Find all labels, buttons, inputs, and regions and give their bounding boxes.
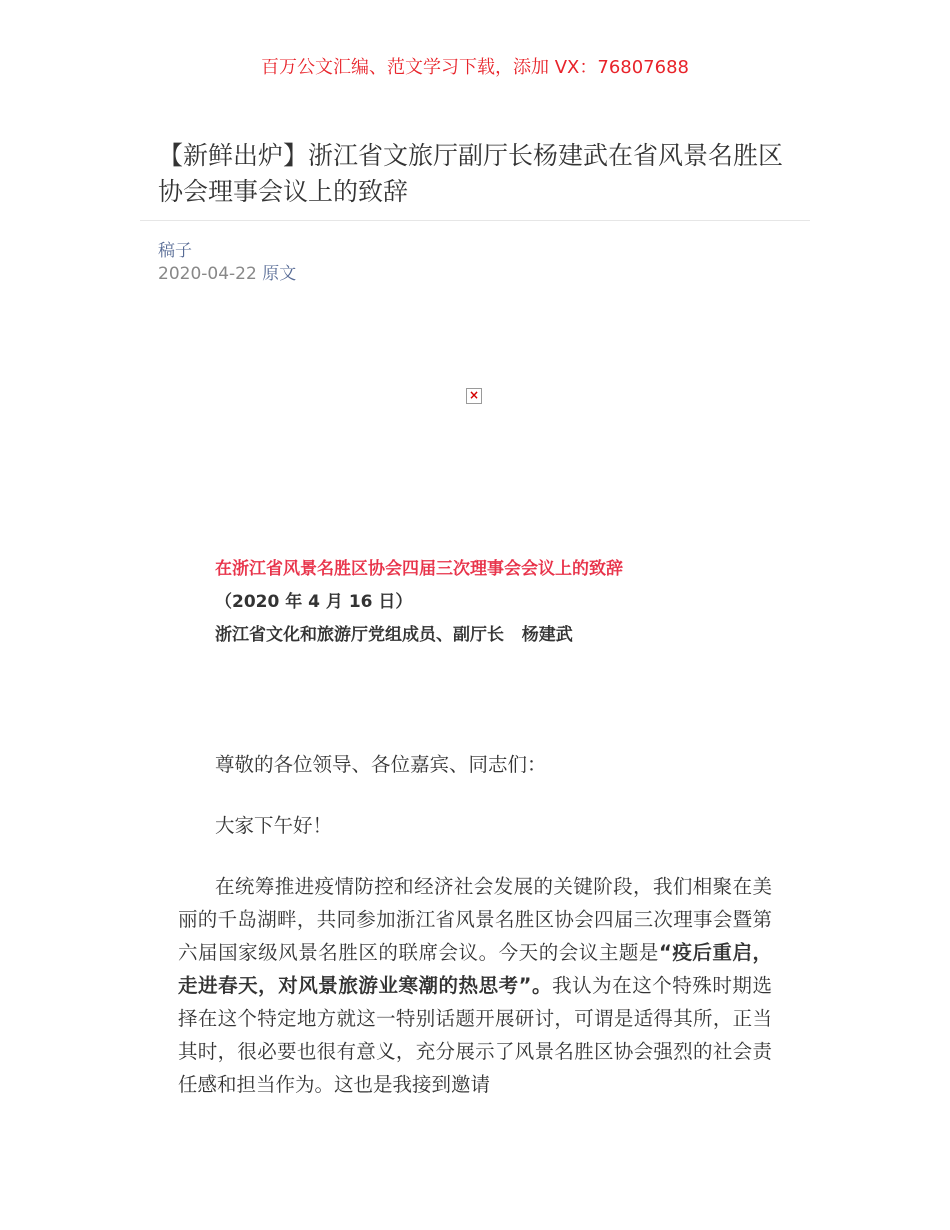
greeting-paragraph: 尊敬的各位领导、各位嘉宾、同志们： [215, 753, 547, 776]
article-title: 【新鲜出炉】浙江省文旅厅副厅长杨建武在省风景名胜区协会理事会议上的致辞 [158, 141, 784, 206]
title-divider [140, 220, 810, 221]
body-paragraph [178, 870, 772, 1101]
source-link[interactable]: 原文 [262, 264, 297, 284]
author-link[interactable]: 稿子 [158, 241, 192, 261]
hello-paragraph: 大家下午好！ [215, 814, 333, 837]
article-meta [158, 263, 296, 285]
speech-title: 在浙江省风景名胜区协会四届三次理事会会议上的致辞 [215, 559, 623, 579]
meeting-theme: “疫后重启，走进春天，对风景旅游业寒潮的热思考”。 [178, 941, 772, 997]
speech-speaker: 浙江省文化和旅游厅党组成员、副厅长 杨建武 [215, 625, 573, 645]
publish-date: 2020-04-22 [158, 264, 257, 284]
body-text-before: 在统筹推进疫情防控和经济社会发展的关键阶段，我们相聚在美丽的千岛湖畔，共同参加浙江省风景名胜区协会四届三次理事会暨第六届国家级风景名胜区的联席会议。今天的会议主题是 [178, 875, 772, 964]
speech-date: （2020 年 4 月 16 日） [215, 592, 413, 612]
promo-banner: 百万公文汇编、范文学习下载，添加 VX：76807688 [261, 57, 689, 78]
body-text-after: 我认为在这个特殊时期选择在这个特定地方就这一特别话题开展研讨，可谓是适得其所，正当其时，很必要也很有意义，充分展示了风景名胜区协会强烈的社会责任感和担当作为。这也是我接到邀请 [178, 974, 772, 1096]
broken-image-icon: × [466, 388, 482, 404]
